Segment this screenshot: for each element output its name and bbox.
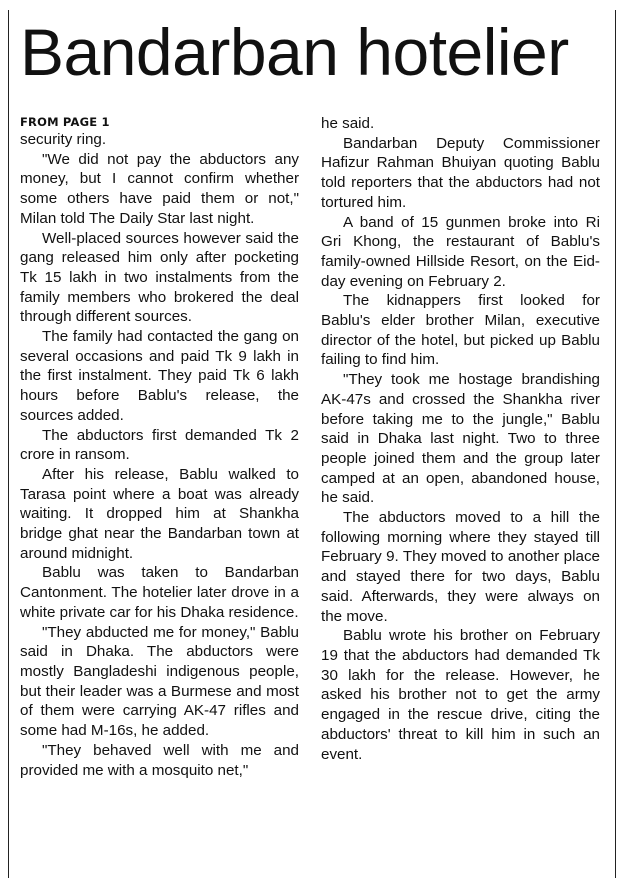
jump-kicker: FROM PAGE 1 — [20, 115, 110, 129]
right-column — [321, 114, 600, 764]
paragraph: The kidnappers first looked for Bablu's elder brother Milan, executive director of the hotel, but picked up Bablu failing to find him. — [321, 292, 600, 369]
paragraph: "They behaved well with me and provided me with a mosquito net," — [20, 741, 299, 779]
paragraph: "They abducted me for money," Bablu said in Dhaka. The abductors were mostly Bangladeshi indigenous people, but their leader was a Burmese and most of them were carrying AK-47 rifles and some had M-16s, he added. — [20, 623, 299, 740]
paragraph: The family had contacted the gang on several occasions and paid Tk 9 lakh in the first instalment. They paid Tk 6 lakh hours before Bablu's release, the sources added. — [20, 328, 299, 424]
paragraph: "We did not pay the abductors any money, but I cannot confirm whether some others have paid them or not," Milan told The Daily Star last night. — [20, 150, 299, 227]
paragraph: "They took me hostage brandishing AK-47s and crossed the Shankha river before taking me to the jungle," Bablu said in Dhaka last night. Two to three people joined them and the group later camped at an open, abandoned house, he said. — [321, 371, 600, 507]
headline: Bandarban hotelier — [20, 15, 569, 89]
paragraph: After his release, Bablu walked to Tarasa point where a boat was already waiting. It dropped him at Shankha bridge ghat near the Bandarban town at around midnight. — [20, 465, 299, 562]
paragraph: The abductors first demanded Tk 2 crore in ransom. — [20, 426, 299, 464]
paragraph: Bablu wrote his brother on February 19 that the abductors had demanded Tk 30 lakh for the release. However, he asked his brother not to get the army engaged in the rescue drive, citing the abductors' threat to kill him in such an event. — [321, 627, 600, 763]
paragraph: he said. — [321, 115, 375, 132]
paragraph: Bandarban Deputy Commissioner Hafizur Rahman Bhuiyan quoting Bablu told reporters that the abductors had not tortured him. — [321, 134, 600, 211]
paragraph: A band of 15 gunmen broke into Ri Gri Khong, the restaurant of Bablu's family-owned Hillside Resort, on the Eid-day evening on February 2. — [321, 213, 600, 290]
paragraph: The abductors moved to a hill the following morning where they stayed till February 9. They moved to another place and stayed there for two days, Bablu said. Afterwards, they were always on the move. — [321, 509, 600, 625]
paragraph: Bablu was taken to Bandarban Cantonment. The hotelier later drove in a white private car for his Dhaka residence. — [20, 564, 299, 621]
paragraph: security ring. — [20, 131, 107, 148]
left-column — [20, 114, 299, 780]
paragraph: Well-placed sources however said the gang released him only after pocketing Tk 15 lakh in two instalments from the family members who brokered the deal through different sources. — [20, 229, 299, 326]
